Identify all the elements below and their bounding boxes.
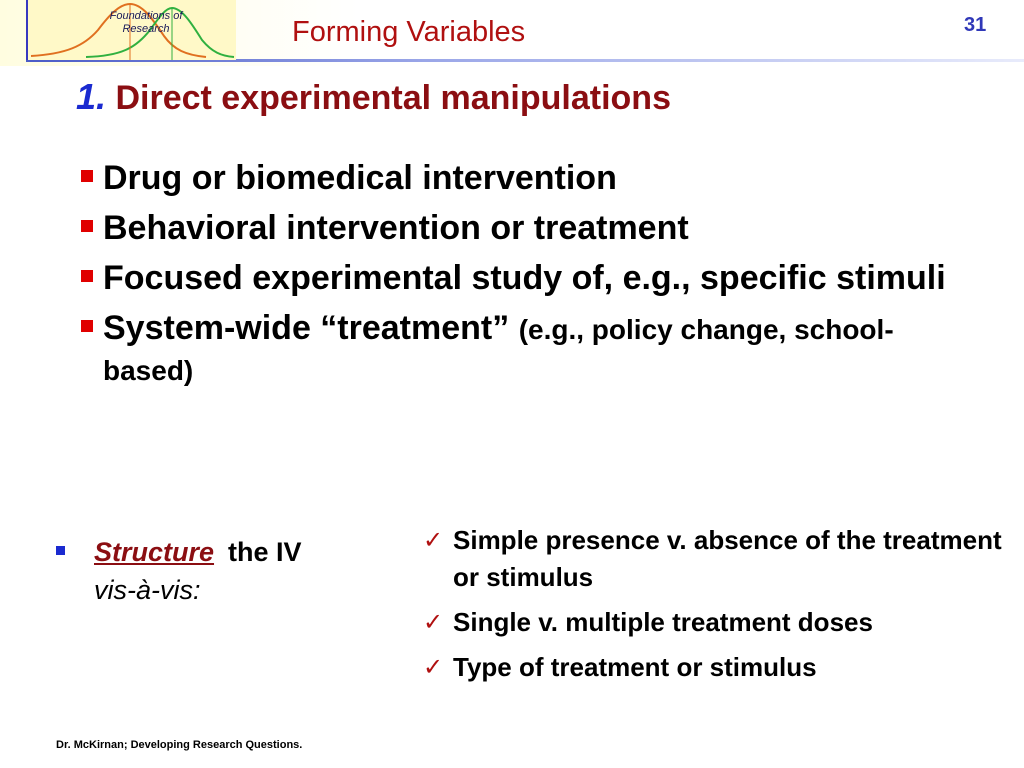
blue-square-icon: [56, 546, 65, 555]
bullet-text: System-wide “treatment”: [103, 309, 510, 347]
structure-word: Structure: [94, 537, 215, 567]
bullet-item: [78, 208, 978, 248]
bullet-item: [78, 308, 978, 390]
check-text: Simple presence v. absence of the treatment or stimulus: [453, 525, 1002, 592]
structure-line-2: vis-à-vis:: [94, 575, 201, 605]
bullet-note: (e.g., policy change, school-based): [103, 314, 894, 386]
checkmark-icon: ✓: [423, 527, 444, 554]
logo-line-1: Foundations of: [109, 10, 183, 22]
heading-text: Direct experimental manipulations: [115, 79, 671, 117]
structure-note: [56, 533, 396, 609]
red-square-icon: [81, 320, 93, 332]
check-item: [423, 649, 1013, 686]
check-item: [423, 522, 1013, 596]
bullet-text: Focused experimental study of, e.g., specific stimuli: [103, 259, 946, 297]
logo-line-2: Research: [122, 23, 170, 35]
bullet-item: [78, 258, 978, 298]
check-text: Type of treatment or stimulus: [453, 652, 817, 682]
section-heading: [76, 76, 671, 118]
check-list: [423, 522, 1013, 694]
bullet-text: Drug or biomedical intervention: [103, 159, 617, 197]
red-square-icon: [81, 270, 93, 282]
bullet-item: [78, 158, 978, 198]
checkmark-icon: ✓: [423, 654, 444, 681]
footer: Dr. McKirnan; Developing Research Questions.: [56, 739, 303, 751]
slide-number: 31: [964, 14, 987, 36]
bullet-text: Behavioral intervention or treatment: [103, 209, 689, 247]
slide-title: Forming Variables: [292, 16, 526, 48]
heading-number: 1.: [76, 76, 107, 117]
logo-text: [102, 10, 190, 36]
check-text: Single v. multiple treatment doses: [453, 607, 873, 637]
checkmark-icon: ✓: [423, 609, 444, 636]
logo: [26, 0, 236, 60]
red-square-icon: [81, 220, 93, 232]
check-item: [423, 604, 1013, 641]
structure-rest: the IV: [228, 537, 302, 567]
bullet-list: [78, 158, 978, 400]
red-square-icon: [81, 170, 93, 182]
